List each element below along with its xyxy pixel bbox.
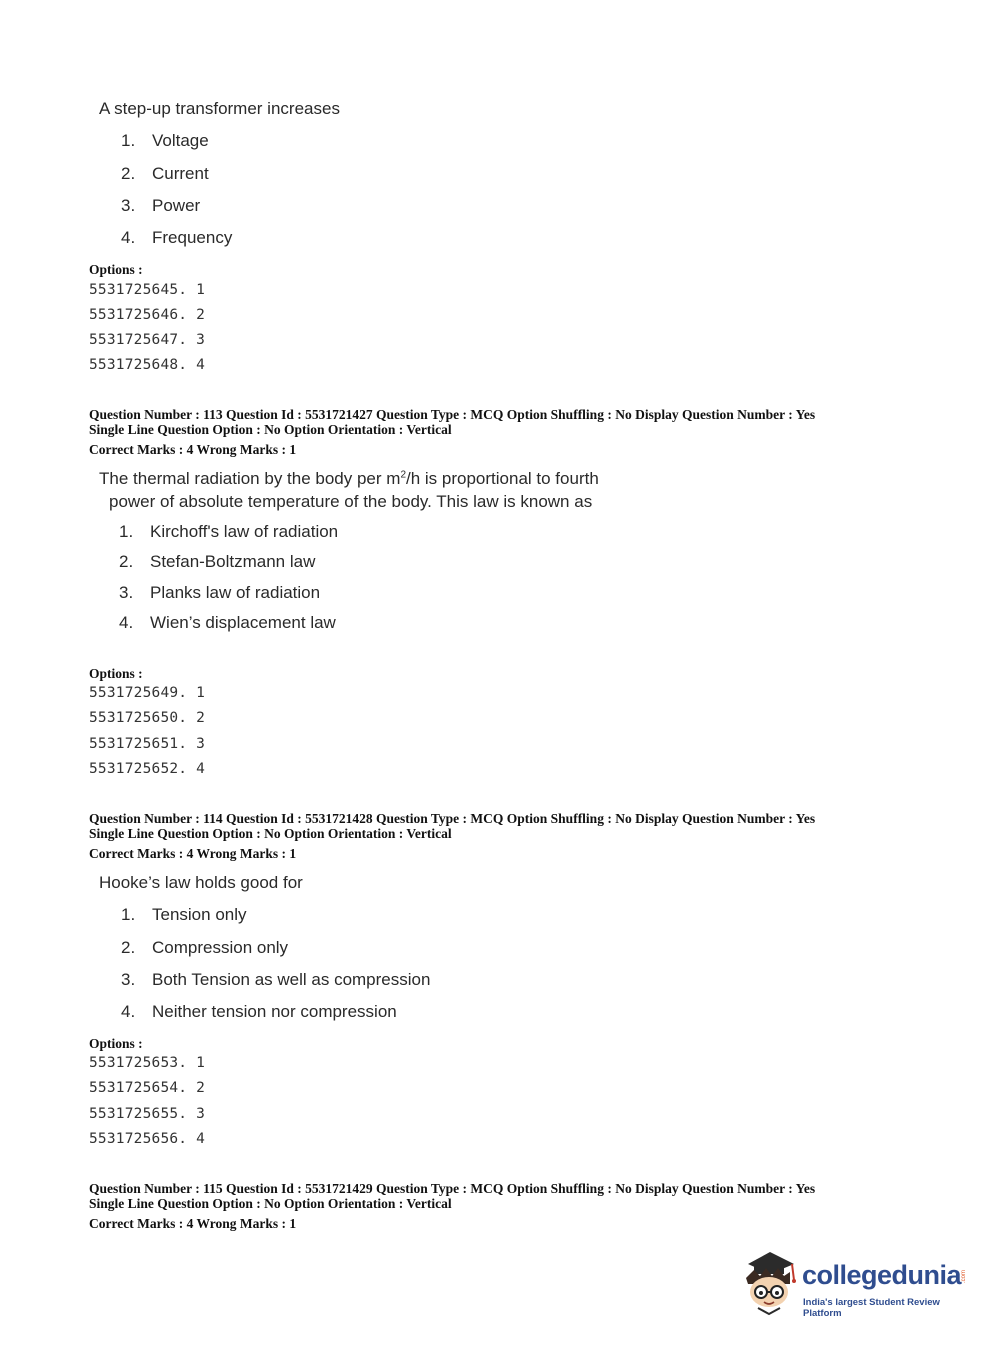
question-115-meta-line2: Single Line Question Option : No Option Orientation : Vertical xyxy=(89,1196,452,1211)
question-115-marks: Correct Marks : 4 Wrong Marks : 1 xyxy=(89,1216,297,1231)
choice-text: Frequency xyxy=(152,228,233,247)
choice-2 xyxy=(121,938,288,958)
option-id: 5531725647. 3 xyxy=(89,332,206,348)
option-id: 5531725653. 1 xyxy=(89,1055,206,1071)
choice-text: Wien’s displacement law xyxy=(150,613,336,632)
choice-3 xyxy=(119,583,320,603)
option-id: 5531725652. 4 xyxy=(89,761,206,777)
options-label: Options : xyxy=(89,262,143,277)
option-id: 5531725656. 4 xyxy=(89,1131,206,1147)
option-id: 5531725648. 4 xyxy=(89,357,206,373)
choice-4 xyxy=(121,228,232,248)
choice-number: 2. xyxy=(121,938,136,957)
choice-number: 3. xyxy=(121,970,136,989)
choice-number: 2. xyxy=(119,552,134,571)
mascot-icon xyxy=(740,1250,800,1316)
options-label: Options : xyxy=(89,666,143,681)
option-id: 5531725649. 1 xyxy=(89,685,206,701)
question-113-marks: Correct Marks : 4 Wrong Marks : 1 xyxy=(89,442,297,457)
question-114-text: Hooke’s law holds good for xyxy=(99,873,303,892)
option-id: 5531725651. 3 xyxy=(89,736,206,752)
choice-number: 1. xyxy=(121,131,136,150)
choice-text: Compression only xyxy=(152,938,289,957)
question-115-meta-line1: Question Number : 115 Question Id : 5531721429 Question Type : MCQ Option Shuffling : No Display Question Number : Yes xyxy=(89,1181,816,1196)
question-114-meta-line2: Single Line Question Option : No Option Orientation : Vertical xyxy=(89,826,452,841)
choice-text: Power xyxy=(152,196,201,215)
choice-number: 4. xyxy=(119,613,134,632)
logo-com: .com xyxy=(961,1270,967,1284)
logo-tagline: India's largest Student Review Platform xyxy=(803,1297,940,1319)
choice-text: Neither tension nor compression xyxy=(152,1002,397,1021)
choice-number: 4. xyxy=(121,1002,136,1021)
question-113-text-part1: The thermal radiation by the body per m xyxy=(99,469,401,488)
choice-number: 4. xyxy=(121,228,136,247)
choice-number: 3. xyxy=(119,583,134,602)
choice-text: Both Tension as well as compression xyxy=(152,970,431,989)
option-id: 5531725655. 3 xyxy=(89,1106,206,1122)
question-114-marks: Correct Marks : 4 Wrong Marks : 1 xyxy=(89,846,297,861)
choice-text: Current xyxy=(152,164,209,183)
choice-text: Voltage xyxy=(152,131,209,150)
question-113-meta-line1: Question Number : 113 Question Id : 5531721427 Question Type : MCQ Option Shuffling : No Display Question Number : Yes xyxy=(89,407,816,422)
choice-2 xyxy=(121,164,209,184)
choice-3 xyxy=(121,970,430,990)
option-id: 5531725654. 2 xyxy=(89,1080,206,1096)
question-114-meta-line1: Question Number : 114 Question Id : 5531721428 Question Type : MCQ Option Shuffling : No Display Question Number : Yes xyxy=(89,811,816,826)
choice-1 xyxy=(121,131,209,151)
choice-text: Stefan-Boltzmann law xyxy=(150,552,316,571)
question-113-superscript: 2 xyxy=(400,469,406,481)
choice-4 xyxy=(121,1002,397,1022)
choice-number: 3. xyxy=(121,196,136,215)
question-112-text: A step-up transformer increases xyxy=(99,99,340,118)
question-113-text xyxy=(99,469,599,489)
collegedunia-logo xyxy=(740,1250,970,1320)
options-label: Options : xyxy=(89,1036,143,1051)
option-id: 5531725650. 2 xyxy=(89,710,206,726)
choice-number: 1. xyxy=(121,905,136,924)
choice-text: Kirchoff's law of radiation xyxy=(150,522,339,541)
choice-number: 1. xyxy=(119,522,134,541)
choice-text: Planks law of radiation xyxy=(150,583,321,602)
choice-3 xyxy=(121,196,200,216)
choice-number: 2. xyxy=(121,164,136,183)
choice-2 xyxy=(119,552,315,572)
option-id: 5531725646. 2 xyxy=(89,307,206,323)
option-id: 5531725645. 1 xyxy=(89,282,206,298)
question-113-meta-line2: Single Line Question Option : No Option Orientation : Vertical xyxy=(89,422,452,437)
question-113-text-part2: /h is proportional to fourth xyxy=(406,469,599,488)
choice-1 xyxy=(121,905,247,925)
choice-4 xyxy=(119,613,336,633)
choice-text: Tension only xyxy=(152,905,247,924)
choice-1 xyxy=(119,522,338,542)
question-113-text-line2: power of absolute temperature of the body. This law is known as xyxy=(109,492,593,511)
logo-name: collegedunia xyxy=(802,1260,962,1290)
